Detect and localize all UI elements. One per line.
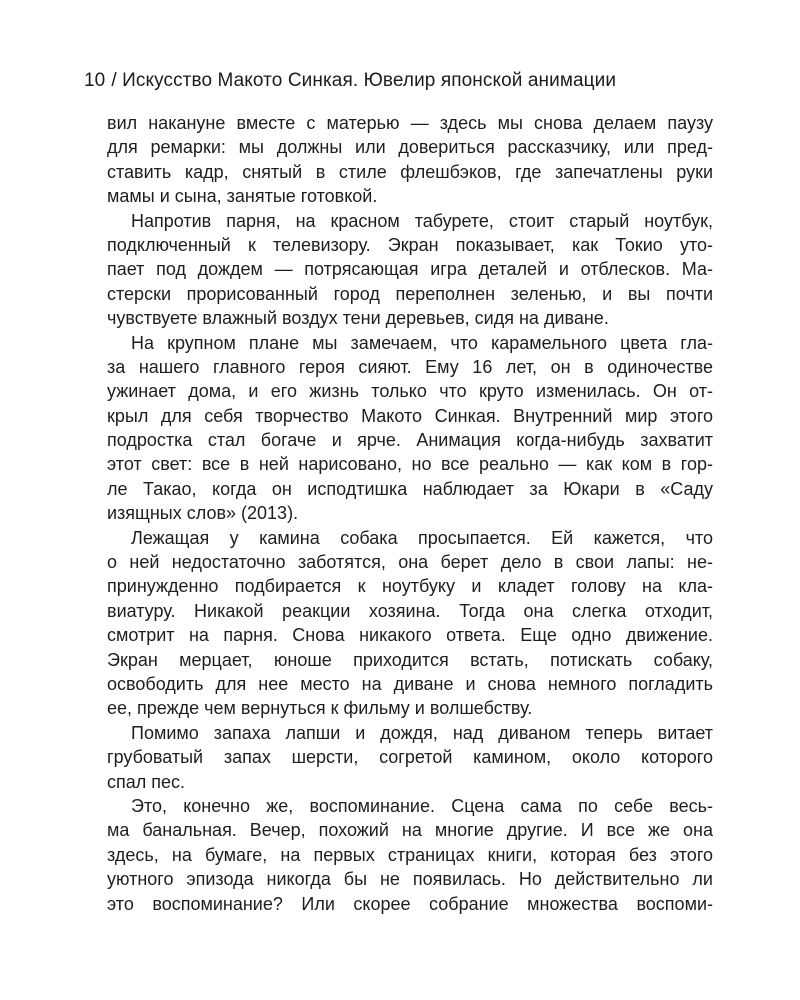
text-line: здесь, на бумаге, на первых страницах книги, которая без этого bbox=[107, 844, 713, 865]
text-line: уютного эпизода никогда бы не появилась. Но действительно ли bbox=[107, 869, 713, 890]
text-line: крыл для себя творчество Макото Синкая. Внутренний мир этого bbox=[107, 405, 713, 426]
text-line: Это, конечно же, воспоминание. Сцена сама по себе весь- bbox=[131, 795, 713, 816]
text-line: подключенный к телевизору. Экран показывает, как Токио уто- bbox=[107, 234, 713, 255]
text-line: изящных слов» (2013). bbox=[107, 503, 299, 524]
text-line: этот свет: все в ней нарисовано, но все реально — как ком в гор- bbox=[107, 454, 713, 475]
text-line: смотрит на парня. Снова никакого ответа. Еще одно движение. bbox=[107, 625, 713, 646]
text-line: ле Такао, когда он исподтишка наблюдает за Юкари в «Саду bbox=[107, 478, 713, 499]
text-line: На крупном плане мы замечаем, что карамельного цвета гла- bbox=[131, 332, 713, 353]
running-title: / Искусство Макото Синкая. Ювелир японской анимации bbox=[111, 70, 617, 91]
text-line: это воспоминание? Или скорее собрание множества воспоми- bbox=[107, 893, 713, 914]
text-line: мамы и сына, занятые готовкой. bbox=[107, 186, 378, 207]
page-number: 10 bbox=[84, 70, 106, 91]
text-line: виатуру. Никакой реакции хозяина. Тогда она слегка отходит, bbox=[107, 600, 713, 621]
text-line: пает под дождем — потрясающая игра деталей и отблесков. Ма- bbox=[107, 259, 713, 280]
text-line: ее, прежде чем вернуться к фильму и волшебству. bbox=[107, 698, 533, 719]
text-line: Экран мерцает, юноше приходится встать, потискать собаку, bbox=[107, 649, 713, 670]
text-line: Лежащая у камина собака просыпается. Ей кажется, что bbox=[131, 527, 713, 548]
text-line: подростка стал богаче и ярче. Анимация когда-нибудь захватит bbox=[107, 430, 713, 451]
text-line: принужденно подбирается к ноутбуку и кладет голову на кла- bbox=[107, 576, 713, 597]
text-line: Помимо запаха лапши и дождя, над диваном теперь витает bbox=[131, 722, 713, 743]
text-line: грубоватый запах шерсти, согретой камином, около которого bbox=[107, 747, 713, 768]
text-line: для ремарки: мы должны или довериться рассказчику, или пред- bbox=[107, 137, 713, 158]
text-line: чувствуете влажный воздух тени деревьев, сидя на диване. bbox=[107, 308, 609, 329]
body-text bbox=[107, 111, 713, 916]
text-line: спал пес. bbox=[107, 771, 186, 792]
text-line: ма банальная. Вечер, похожий на многие другие. И все же она bbox=[107, 820, 713, 841]
text-line: ставить кадр, снятый в стиле флешбэков, где запечатлены руки bbox=[107, 161, 713, 182]
text-line: освободить для нее место на диване и снова немного погладить bbox=[107, 673, 713, 694]
running-header bbox=[84, 70, 616, 92]
text-line: вил накануне вместе с матерью — здесь мы снова делаем паузу bbox=[107, 113, 713, 133]
text-line: ужинает дома, и его жизнь только что круто изменилась. Он от- bbox=[107, 381, 713, 402]
text-line: о ней недостаточно заботятся, она берет дело в свои лапы: не- bbox=[107, 552, 713, 573]
text-line: за нашего главного героя сияют. Ему 16 лет, он в одиночестве bbox=[107, 356, 713, 377]
text-line: стерски прорисованный город переполнен зеленью, и вы почти bbox=[107, 283, 713, 304]
text-line: Напротив парня, на красном табурете, стоит старый ноутбук, bbox=[131, 210, 713, 231]
